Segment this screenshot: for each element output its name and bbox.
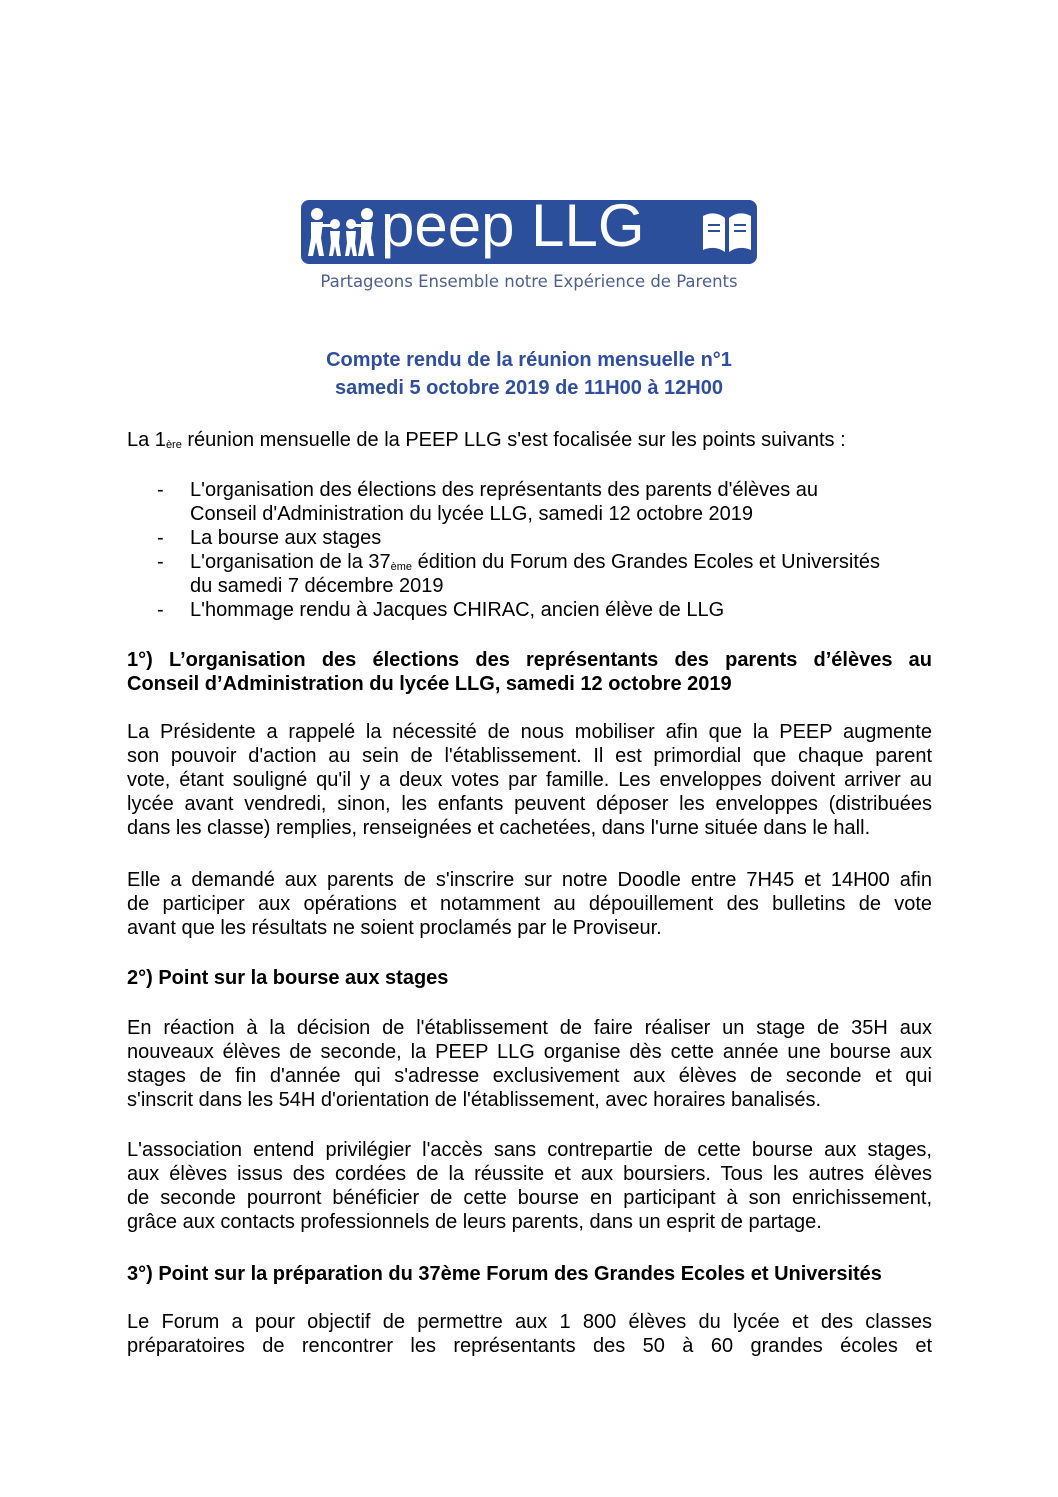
- report-title-line1: Compte rendu de la réunion mensuelle n°1: [326, 349, 732, 371]
- list-item-line: L'hommage rendu à Jacques CHIRAC, ancien élève de LLG: [190, 599, 725, 621]
- paragraph-line: Le Forum a pour objectif de permettre aux 1 800 élèves du lycée et des classes: [127, 1311, 932, 1333]
- intro-paragraph: [127, 428, 932, 457]
- heading-line: 1°) L’organisation des élections des représentants des parents d’élèves au: [127, 649, 932, 671]
- list-item-line: Conseil d'Administration du lycée LLG, samedi 12 octobre 2019: [190, 503, 754, 525]
- list-item-dash: -: [157, 479, 164, 501]
- paragraph-line: dans les classe) remplies, renseignées et cachetées, dans l'urne située dans le hall.: [127, 817, 871, 839]
- intro-text-end: réunion mensuelle de la PEEP LLG s'est focalisée sur les points suivants :: [181, 429, 846, 451]
- heading-line: Conseil d’Administration du lycée LLG, samedi 12 octobre 2019: [127, 673, 732, 695]
- section3-paragraph1: [127, 1310, 932, 1358]
- paragraph-line: grâce aux contacts professionnels de leurs parents, dans un esprit de partage.: [127, 1211, 822, 1233]
- paragraph-line: nouveaux élèves de seconde, la PEEP LLG organise dès cette année une bourse aux: [127, 1041, 932, 1063]
- paragraph-line: aux élèves issus des cordées de la réussite et aux boursiers. Tous les autres élèves: [127, 1163, 932, 1185]
- intro-text-start: La 1: [127, 429, 166, 451]
- intro-superscript: ère: [165, 439, 182, 451]
- paragraph-line: préparatoires de rencontrer les représentants des 50 à 60 grandes écoles et: [127, 1335, 932, 1357]
- list-item: [190, 478, 935, 526]
- paragraph-line: vote, étant souligné qu'il y a deux votes par famille. Les enveloppes doivent arriver au: [127, 769, 932, 791]
- paragraph-line: de seconde pourront bénéficier de cette bourse en participant à son enrichissement,: [127, 1187, 932, 1209]
- paragraph-line: En réaction à la décision de l'établissement de faire réaliser un stage de 35H aux: [127, 1017, 932, 1039]
- list-item-line: L'organisation des élections des représentants des parents d'élèves au: [190, 479, 819, 501]
- section1-paragraph2: [127, 868, 932, 940]
- list-item-text-start: L'organisation de la 37: [190, 551, 391, 573]
- paragraph-line: avant que les résultats ne soient proclamés par le Proviseur.: [127, 917, 662, 939]
- report-title-line2: samedi 5 octobre 2019 de 11H00 à 12H00: [334, 377, 723, 399]
- peep-llg-logo: [301, 192, 757, 296]
- list-item: [190, 550, 935, 598]
- section2-heading: [127, 966, 932, 990]
- section1-heading: [127, 648, 932, 696]
- list-item: [190, 526, 935, 550]
- paragraph-line: de participer aux opérations et notamment au dépouillement des bulletins de vote: [127, 893, 932, 915]
- list-item-line: du samedi 7 décembre 2019: [190, 575, 444, 597]
- list-item: [190, 598, 935, 622]
- list-item-line: La bourse aux stages: [190, 527, 382, 549]
- section1-paragraph1: [127, 720, 932, 840]
- list-item-line: [190, 550, 935, 574]
- paragraph-line: son pouvoir d'action au sein de l'établissement. Il est primordial que chaque parent: [127, 745, 932, 767]
- paragraph-line: s'inscrit dans les 54H d'orientation de l'établissement, avec horaires banalisés.: [127, 1089, 822, 1111]
- paragraph-line: L'association entend privilégier l'accès sans contrepartie de cette bourse aux stages,: [127, 1139, 932, 1161]
- heading-line: 2°) Point sur la bourse aux stages: [127, 967, 449, 989]
- section2-paragraph2: [127, 1138, 932, 1234]
- heading-line: 3°) Point sur la préparation du 37ème Forum des Grandes Ecoles et Universités: [127, 1263, 882, 1285]
- logo-tagline: Partageons Ensemble notre Expérience de Parents: [320, 272, 738, 291]
- logo-wordmark: peep LLG: [381, 192, 645, 259]
- list-item-superscript: ème: [390, 561, 413, 573]
- section3-heading: [127, 1262, 932, 1286]
- section2-paragraph1: [127, 1016, 932, 1112]
- family-figures-icon: [305, 204, 377, 260]
- paragraph-line: Elle a demandé aux parents de s'inscrire sur notre Doodle entre 7H45 et 14H00 afin: [127, 869, 932, 891]
- open-book-icon: [699, 206, 755, 258]
- paragraph-line: stages de fin d'année qui s'adresse exclusivement aux élèves de seconde et qui: [127, 1065, 932, 1087]
- paragraph-line: lycée avant vendredi, sinon, les enfants peuvent déposer les enveloppes (distribuées: [127, 793, 932, 815]
- paragraph-line: La Présidente a rappelé la nécessité de nous mobiliser afin que la PEEP augmente: [127, 721, 932, 743]
- list-item-dash: -: [157, 599, 164, 621]
- list-item-dash: -: [157, 527, 164, 549]
- list-item-dash: -: [157, 551, 164, 573]
- list-item-text-end: édition du Forum des Grandes Ecoles et Universités: [412, 551, 881, 573]
